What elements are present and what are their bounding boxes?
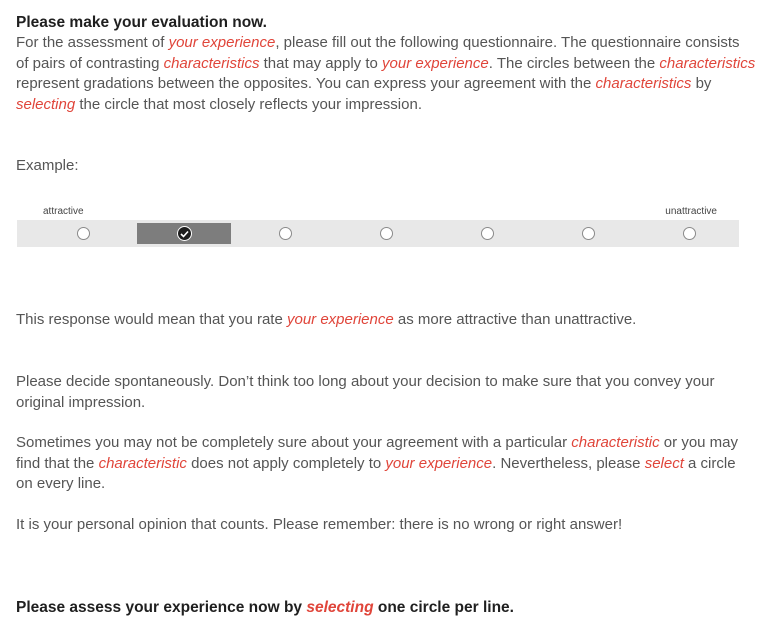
- instructions-page: [16, 0, 756, 176]
- spontaneous-paragraph: Please decide spontaneously. Don’t think too long about your decision to make sure that you convey your original impression.: [16, 373, 715, 411]
- example-radio-option[interactable]: [541, 223, 635, 244]
- checkmark-icon: [177, 226, 192, 241]
- anchor-right-label: unattractive: [665, 206, 717, 217]
- radio-circle-icon: [279, 227, 292, 240]
- radio-circle-icon: [77, 227, 90, 240]
- uncertainty-paragraph: Sometimes you may not be completely sure about your agreement with a particular characteristic or you may find that the characteristic does not apply completely to your experience. Nevertheless, please select a circle on every line.: [16, 434, 739, 492]
- example-scale: [17, 204, 739, 247]
- final-instruction: Please assess your experience now by selecting one circle per line.: [16, 599, 514, 616]
- scale-anchors: [17, 204, 739, 220]
- example-radio-option[interactable]: [36, 223, 130, 244]
- example-label: Example:: [16, 157, 79, 174]
- example-radio-option[interactable]: [642, 223, 736, 244]
- radio-circle-icon: [683, 227, 696, 240]
- explanation-paragraph: This response would mean that you rate your experience as more attractive than unattractive.: [16, 311, 637, 328]
- example-radio-option[interactable]: [440, 223, 534, 244]
- page-title: Please make your evaluation now.: [16, 14, 267, 31]
- example-radio-option[interactable]: [137, 223, 231, 244]
- radio-circle-icon: [481, 227, 494, 240]
- radio-circle-icon: [380, 227, 393, 240]
- opinion-paragraph: It is your personal opinion that counts. Please remember: there is no wrong or right answer!: [16, 516, 623, 533]
- radio-circle-icon: [582, 227, 595, 240]
- anchor-left-label: attractive: [43, 206, 84, 217]
- scale-bar: [17, 220, 739, 247]
- example-radio-option[interactable]: [339, 223, 433, 244]
- intro-paragraph: For the assessment of your experience, please fill out the following questionnaire. The questionnaire consists of pairs of contrasting characteristics that may apply to your experience. The circles between the characteristics represent gradations between the opposites. You can express your agreement with the characteristics by selecting the circle that most closely reflects your impression.: [16, 34, 756, 113]
- example-radio-option[interactable]: [238, 223, 332, 244]
